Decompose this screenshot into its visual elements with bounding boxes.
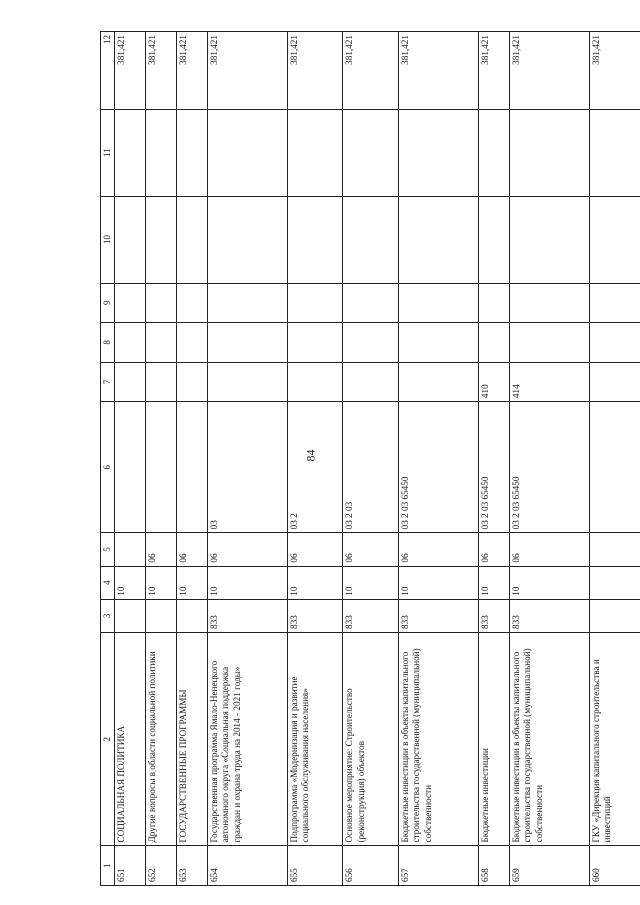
- row-col7: [398, 362, 478, 402]
- row-col11: [343, 109, 398, 196]
- row-col3: 833: [287, 599, 342, 632]
- row-number: 653: [177, 846, 208, 886]
- row-col5: 06: [343, 533, 398, 566]
- column-header: 2: [101, 632, 115, 846]
- row-name: Основное мероприятие: Строительство (реконструкция) объектов: [343, 632, 398, 846]
- row-number: 651: [115, 846, 146, 886]
- row-col3: [146, 599, 177, 632]
- row-col3: 833: [478, 599, 509, 632]
- row-col5: 06: [177, 533, 208, 566]
- row-amount: 381,421: [343, 32, 398, 110]
- column-header: 10: [101, 196, 115, 283]
- row-col11: [207, 109, 287, 196]
- row-col9: [207, 283, 287, 323]
- row-name: Подпрограмма «Модернизация и развитие социального обслуживания населения»: [287, 632, 342, 846]
- row-col9: [146, 283, 177, 323]
- row-number: 659: [509, 846, 589, 886]
- table-rotation-frame: [100, 35, 615, 886]
- row-col8: [177, 323, 208, 363]
- row-col4: 10: [207, 566, 287, 599]
- column-header: 8: [101, 323, 115, 363]
- row-col9: [287, 283, 342, 323]
- budget-table: [100, 31, 640, 886]
- row-col11: [478, 109, 509, 196]
- row-number: 656: [343, 846, 398, 886]
- row-name: СОЦИАЛЬНАЯ ПОЛИТИКА: [115, 632, 146, 846]
- row-col4: 10: [177, 566, 208, 599]
- table-row: [207, 32, 287, 886]
- row-col6: 03 2 03: [343, 402, 398, 533]
- column-header: 11: [101, 109, 115, 196]
- row-col10: [177, 196, 208, 283]
- row-col6: 03 2 03 65450: [509, 402, 589, 533]
- row-col10: [398, 196, 478, 283]
- row-col11: [509, 109, 589, 196]
- table-row: [509, 32, 589, 886]
- row-col11: [146, 109, 177, 196]
- row-col7: 414: [509, 362, 589, 402]
- row-col6: 03: [207, 402, 287, 533]
- row-col4: 10: [287, 566, 342, 599]
- row-col8: [398, 323, 478, 363]
- row-col10: [509, 196, 589, 283]
- row-amount: 381,421: [115, 32, 146, 110]
- table-row: [343, 32, 398, 886]
- row-col6: 03 2 03 65450: [478, 402, 509, 533]
- row-number: 657: [398, 846, 478, 886]
- row-col4: 10: [343, 566, 398, 599]
- row-col10: [207, 196, 287, 283]
- row-col10: [343, 196, 398, 283]
- row-amount: 381,421: [146, 32, 177, 110]
- row-col9: [115, 283, 146, 323]
- row-col4: 10: [509, 566, 589, 599]
- row-col5: [115, 533, 146, 566]
- row-col6: [146, 402, 177, 533]
- row-col4: [589, 566, 640, 599]
- table-row: [478, 32, 509, 886]
- row-col4: 10: [478, 566, 509, 599]
- table-row: [398, 32, 478, 886]
- row-col3: 833: [207, 599, 287, 632]
- row-col8: [478, 323, 509, 363]
- row-col5: 06: [509, 533, 589, 566]
- row-col9: [398, 283, 478, 323]
- column-header: 7: [101, 362, 115, 402]
- row-col5: [589, 533, 640, 566]
- column-header: 12: [101, 32, 115, 110]
- row-col7: [207, 362, 287, 402]
- table-row: [287, 32, 342, 886]
- row-col7: [146, 362, 177, 402]
- row-col11: [115, 109, 146, 196]
- row-col3: [177, 599, 208, 632]
- row-col3: 833: [398, 599, 478, 632]
- row-col9: [589, 283, 640, 323]
- row-col4: 10: [398, 566, 478, 599]
- row-name: Бюджетные инвестиции: [478, 632, 509, 846]
- row-amount: 381,421: [509, 32, 589, 110]
- column-header: 5: [101, 533, 115, 566]
- row-col3: [115, 599, 146, 632]
- row-col11: [287, 109, 342, 196]
- row-col4: 10: [146, 566, 177, 599]
- table-row: [589, 32, 640, 886]
- row-amount: 381,421: [478, 32, 509, 110]
- row-col7: [287, 362, 342, 402]
- row-col8: [509, 323, 589, 363]
- row-col7: [589, 362, 640, 402]
- row-col5: 06: [478, 533, 509, 566]
- row-col10: [146, 196, 177, 283]
- row-col11: [589, 109, 640, 196]
- row-col10: [478, 196, 509, 283]
- row-col9: [343, 283, 398, 323]
- row-col9: [509, 283, 589, 323]
- row-name: ГОСУДАРСТВЕННЫЕ ПРОГРАММЫ: [177, 632, 208, 846]
- row-col9: [478, 283, 509, 323]
- row-name: Государственная программа Ямало-Ненецкого автономного округа «Социальная поддержка граждан и охрана труда на 2014 - 2021 годы»: [207, 632, 287, 846]
- column-header: 3: [101, 599, 115, 632]
- row-col6: 03 2: [287, 402, 342, 533]
- row-name: Бюджетные инвестиции в объекты капитального строительства государственной (муниципальной) собственности: [398, 632, 478, 846]
- row-amount: 381,421: [287, 32, 342, 110]
- row-col7: [177, 362, 208, 402]
- column-header: 6: [101, 402, 115, 533]
- row-col7: [343, 362, 398, 402]
- row-name: Другие вопросы в области социальной политики: [146, 632, 177, 846]
- column-header: 1: [101, 846, 115, 886]
- row-col10: [115, 196, 146, 283]
- row-col5: 06: [207, 533, 287, 566]
- row-col3: [589, 599, 640, 632]
- row-col8: [115, 323, 146, 363]
- row-number: 660: [589, 846, 640, 886]
- row-col11: [177, 109, 208, 196]
- row-number: 658: [478, 846, 509, 886]
- row-number: 654: [207, 846, 287, 886]
- row-col4: 10: [115, 566, 146, 599]
- row-col9: [177, 283, 208, 323]
- row-col8: [589, 323, 640, 363]
- row-col7: [115, 362, 146, 402]
- row-amount: 381,421: [398, 32, 478, 110]
- row-name: Бюджетные инвестиции в объекты капитального строительства государственной (муниципальной) собственности: [509, 632, 589, 846]
- row-amount: 381,421: [589, 32, 640, 110]
- table-row: [177, 32, 208, 886]
- row-col6: 03 2 03 65450: [398, 402, 478, 533]
- row-number: 652: [146, 846, 177, 886]
- column-header: 9: [101, 283, 115, 323]
- row-number: 655: [287, 846, 342, 886]
- row-col5: 06: [287, 533, 342, 566]
- row-col10: [589, 196, 640, 283]
- row-col5: 06: [146, 533, 177, 566]
- column-header: 4: [101, 566, 115, 599]
- row-col6: [589, 402, 640, 533]
- column-number-row: [101, 32, 115, 886]
- row-amount: 381,421: [177, 32, 208, 110]
- table-row: [115, 32, 146, 886]
- row-amount: 381,421: [207, 32, 287, 110]
- row-col8: [287, 323, 342, 363]
- row-col5: 06: [398, 533, 478, 566]
- row-col8: [343, 323, 398, 363]
- row-col8: [207, 323, 287, 363]
- row-col8: [146, 323, 177, 363]
- row-col11: [398, 109, 478, 196]
- table-row: [146, 32, 177, 886]
- row-col6: [115, 402, 146, 533]
- row-col3: 833: [343, 599, 398, 632]
- row-col6: [177, 402, 208, 533]
- row-col3: 833: [509, 599, 589, 632]
- row-col7: 410: [478, 362, 509, 402]
- row-col10: [287, 196, 342, 283]
- page-number: 84: [303, 449, 318, 462]
- row-name: ГКУ «Дирекция капитального строительства и инвестиций: [589, 632, 640, 846]
